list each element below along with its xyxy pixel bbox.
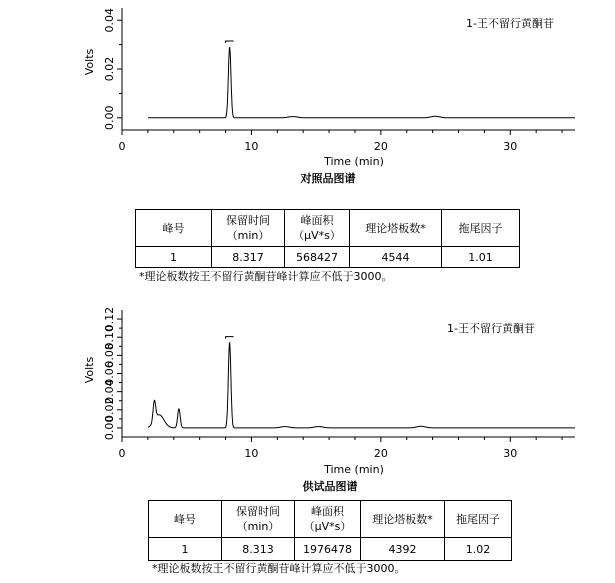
y-tick-label: 0.02 (103, 56, 116, 82)
x-tick-label: 30 (503, 447, 518, 460)
reference-footnote: *理论板数按王不留行黄酮苷峰计算应不低于3000。 (139, 270, 393, 283)
y-axis-label: Volts (83, 48, 96, 76)
table-header-row (149, 501, 512, 538)
table-row (149, 538, 512, 561)
y-tick-label: 0.00 (103, 105, 116, 131)
cell-plate-number: 4392 (361, 538, 445, 561)
sample-results-table (148, 500, 512, 561)
y-tick-label: 0.10 (103, 324, 116, 350)
header-peak-no: 峰号 (136, 210, 212, 247)
sample-trace (148, 343, 575, 428)
cell-plate-number: 4544 (350, 247, 442, 268)
sample-chromatogram (83, 307, 575, 493)
x-tick-label: 10 (244, 140, 259, 153)
y-tick-label: 0.08 (103, 343, 116, 368)
x-tick-label: 30 (503, 140, 518, 153)
cell-tailing-factor: 1.01 (442, 247, 520, 268)
x-tick-label: 20 (373, 447, 388, 460)
cell-peak-no: 1 (149, 538, 222, 561)
y-tick-label: 0.02 (103, 397, 116, 423)
y-tick-label: 0.00 (103, 415, 116, 441)
x-tick-label: 0 (118, 140, 126, 153)
cell-retention-time: 8.317 (212, 247, 285, 268)
y-tick-label: 0.04 (103, 379, 116, 404)
header-peak-area: 峰面积 （μV*s） (295, 501, 361, 538)
reference-chromatogram (83, 8, 575, 185)
chart-title: 供试品图谱 (302, 480, 358, 493)
cell-tailing-factor: 1.02 (445, 538, 512, 561)
peak-marker (226, 337, 234, 339)
header-peak-no: 峰号 (149, 501, 222, 538)
header-retention-time: 保留时间 （min） (222, 501, 295, 538)
compound-legend: 1-王不留行黄酮苷 (466, 17, 554, 30)
y-axis-label: Volts (83, 356, 96, 384)
header-retention-time: 保留时间 （min） (212, 210, 285, 247)
header-tailing-factor: 拖尾因子 (445, 501, 512, 538)
cell-retention-time: 8.313 (222, 538, 295, 561)
y-tick-label: 0.04 (103, 7, 116, 33)
x-axis-label: Time (min) (324, 463, 384, 476)
header-peak-area: 峰面积 （μV*s） (285, 210, 350, 247)
x-tick-label: 0 (118, 447, 126, 460)
y-tick-label: 0.12 (103, 306, 116, 332)
table-row (136, 247, 520, 268)
x-tick-label: 20 (373, 140, 388, 153)
compound-legend: 1-王不留行黄酮苷 (447, 322, 535, 335)
cell-peak-area: 1976478 (295, 538, 361, 561)
reference-results-table (135, 209, 520, 268)
cell-peak-no: 1 (136, 247, 212, 268)
cell-peak-area: 568427 (285, 247, 350, 268)
header-plate-number: 理论塔板数* (350, 210, 442, 247)
sample-footnote: *理论板数按王不留行黄酮苷峰计算应不低于3000。 (152, 562, 406, 575)
header-plate-number: 理论塔板数* (361, 501, 445, 538)
reference-trace (148, 47, 575, 118)
x-axis-label: Time (min) (324, 155, 384, 168)
peak-marker (226, 41, 234, 43)
y-tick-label: 0.06 (103, 361, 116, 386)
table-header-row (136, 210, 520, 247)
x-tick-label: 10 (244, 447, 259, 460)
chart-title: 对照品图谱 (300, 172, 356, 185)
header-tailing-factor: 拖尾因子 (442, 210, 520, 247)
